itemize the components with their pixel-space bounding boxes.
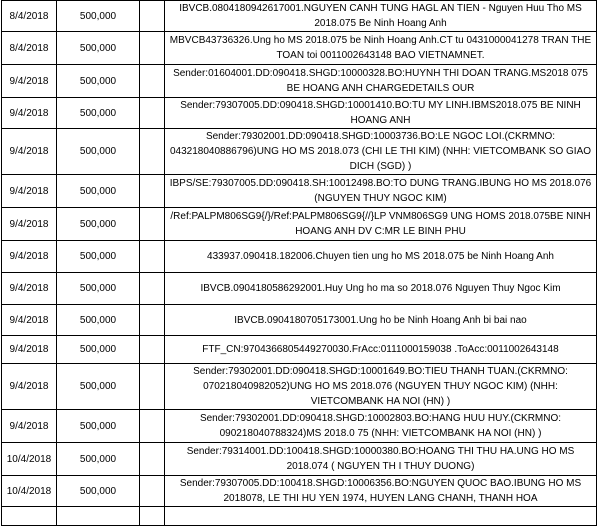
date-cell: 9/4/2018 [2, 336, 57, 364]
table-row [2, 98, 597, 129]
date-cell: 10/4/2018 [2, 476, 57, 507]
description-cell: IBVCB.0804180942617001.NGUYEN CANH TUNG HAGL AN TIEN - Nguyen Huu Tho MS 2018.075 Be Ninh Hoang Anh [165, 1, 597, 32]
table-row [2, 208, 597, 241]
spacer-cell [140, 175, 165, 208]
table-row [2, 443, 597, 476]
amount-cell: 500,000 [57, 305, 140, 336]
spacer-cell [140, 410, 165, 443]
spacer-cell [140, 98, 165, 129]
table-row [2, 1, 597, 32]
description-cell: FTF_CN:9704366805449270030.FrAcc:011100015903​8 .ToAcc:0011002643148 [165, 336, 597, 364]
description-cell: 433937.090418.182006.Chuyen tien ung ho MS 2018.075 be Ninh Hoang Anh [165, 241, 597, 273]
spacer-cell [140, 507, 165, 526]
amount-cell: 500,000 [57, 1, 140, 32]
description-cell: Sender:79302001.DD:090418.SHGD:10002803.BO:HANG HUU HUY.(CKRMNO: 090218040788324)MS 2018.0 75 (NHH: VIETCOMBANK HA NOI (HN) ) [165, 410, 597, 443]
table-row [2, 241, 597, 273]
amount-cell: 500,000 [57, 175, 140, 208]
description-cell: MBVCB43736326.Ung ho MS 2018.075 be Ninh Hoang Anh.CT tu 0431000041278 TRAN THE TOAN toi 0011002643148 BAO VIETNAMNET. [165, 32, 597, 65]
description-cell: IBVCB.0904180705173001.Ung ho be Ninh Hoang Anh bi bai nao [165, 305, 597, 336]
spacer-cell [140, 305, 165, 336]
table-row [2, 175, 597, 208]
amount-cell: 500,000 [57, 65, 140, 98]
amount-cell: 500,000 [57, 129, 140, 175]
table-row [2, 273, 597, 305]
date-cell: 9/4/2018 [2, 129, 57, 175]
description-cell: Sender:01604001.DD:090418.SHGD:10000328.BO:HUYNH THI DOAN TRANG.MS2018 075 BE HOANG ANH CHARGEDETAILS OUR [165, 65, 597, 98]
spacer-cell [140, 241, 165, 273]
amount-cell: 500,000 [57, 208, 140, 241]
description-cell: Sender:79302001.DD:090418.SHGD:10003736.BO:LE NGOC LOI.(CKRMNO: 043218040886796)UNG HO MS 2018.073 (CHI LE THI KIM) (NHH: VIETCOMBANK SO GIAO DICH (SGD) ) [165, 129, 597, 175]
description-cell: Sender:79307005.DD:090418.SHGD:10001410.BO:TU MY LINH.IBMS2018.075 BE NINH HOANG ANH [165, 98, 597, 129]
amount-cell: 500,000 [57, 364, 140, 410]
spacer-cell [140, 208, 165, 241]
table-row [2, 476, 597, 507]
table-row [2, 410, 597, 443]
amount-cell: 500,000 [57, 476, 140, 507]
amount-cell: 500,000 [57, 98, 140, 129]
date-cell: 9/4/2018 [2, 175, 57, 208]
amount-cell: 500,000 [57, 443, 140, 476]
table-row [2, 65, 597, 98]
spacer-cell [140, 336, 165, 364]
amount-cell: 500,000 [57, 32, 140, 65]
description-cell: IBPS/SE:79307005.DD:090418.SH:10012498.BO:TO DUNG TRANG.IBUNG HO MS 2018.076 (NGUYEN THUY NGOC KIM) [165, 175, 597, 208]
table-row [2, 32, 597, 65]
spacer-cell [140, 65, 165, 98]
description-cell [165, 507, 597, 526]
amount-cell [57, 507, 140, 526]
amount-cell: 500,000 [57, 410, 140, 443]
description-cell: /Ref:PALPM806SG9{/}/Ref:PALPM806SG9{//}LP VNM806SG9 UNG HOMS 2018.075BE NINH HOANG ANH DV C:MR LE BINH PHU [165, 208, 597, 241]
date-cell: 9/4/2018 [2, 273, 57, 305]
date-cell: 8/4/2018 [2, 1, 57, 32]
date-cell: 9/4/2018 [2, 65, 57, 98]
description-cell: Sender:79314001.DD:100418.SHGD:10000380.BO:HOANG THI THU HA.UNG HO MS 2018.074 ( NGUYEN TH I THUY DUONG) [165, 443, 597, 476]
table-row [2, 305, 597, 336]
date-cell [2, 507, 57, 526]
transactions-table [1, 0, 597, 526]
amount-cell: 500,000 [57, 241, 140, 273]
date-cell: 9/4/2018 [2, 410, 57, 443]
spacer-cell [140, 443, 165, 476]
amount-cell: 500,000 [57, 273, 140, 305]
date-cell: 9/4/2018 [2, 305, 57, 336]
amount-cell: 500,000 [57, 336, 140, 364]
date-cell: 9/4/2018 [2, 364, 57, 410]
spacer-cell [140, 1, 165, 32]
table-row [2, 364, 597, 410]
table-row [2, 507, 597, 526]
description-cell: Sender:79307005.DD:100418.SHGD:10006356.BO:NGUYEN QUOC BAO.IBUNG HO MS 2018078, LE THI HU YEN 1974, HUYEN LANG CHANH, THANH HOA [165, 476, 597, 507]
date-cell: 9/4/2018 [2, 241, 57, 273]
date-cell: 9/4/2018 [2, 98, 57, 129]
table-row [2, 129, 597, 175]
spacer-cell [140, 32, 165, 65]
spacer-cell [140, 129, 165, 175]
date-cell: 10/4/2018 [2, 443, 57, 476]
table-row [2, 336, 597, 364]
spacer-cell [140, 476, 165, 507]
spacer-cell [140, 364, 165, 410]
description-cell: IBVCB.0904180586292001.Huy Ung ho ma so 2018.076 Nguyen Thuy Ngoc Kim [165, 273, 597, 305]
date-cell: 8/4/2018 [2, 32, 57, 65]
description-cell: Sender:79302001.DD:090418.SHGD:10001649.BO:TIEU THANH TUAN.(CKRMNO: 070218040982052)UNG HO MS 2018.076 (NGUYEN THUY NGOC KIM) (NHH: VIETCOMBANK HA NOI (HN) ) [165, 364, 597, 410]
date-cell: 9/4/2018 [2, 208, 57, 241]
spacer-cell [140, 273, 165, 305]
